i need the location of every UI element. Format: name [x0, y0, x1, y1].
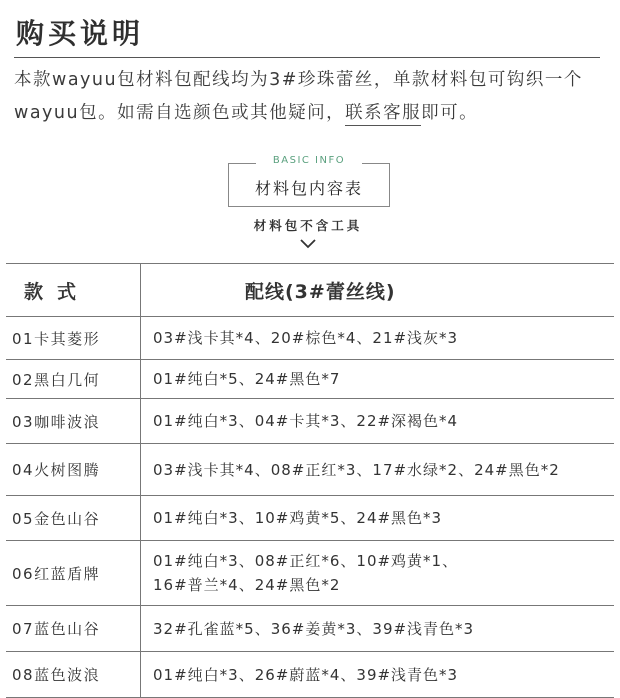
table-row — [6, 444, 614, 496]
header-style: 款式 — [6, 264, 141, 317]
table-row — [6, 317, 614, 360]
thread-cell: 01#纯白*5、24#黑色*7 — [141, 360, 615, 399]
thread-cell: 32#孔雀蓝*5、36#姜黄*3、39#浅青色*3 — [141, 606, 615, 652]
tools-not-included-note: 材料包不含工具 — [253, 218, 363, 233]
intro-text: 本款wayuu包材料包配线均为3#珍珠蕾丝，单款材料包可钩织一个wayuu包。如需自选颜色或其他疑问， — [14, 70, 583, 123]
table-row — [6, 541, 614, 606]
thread-cell: 03#浅卡其*4、20#棕色*4、21#浅灰*3 — [141, 317, 615, 360]
table-row — [6, 360, 614, 399]
table-row — [6, 496, 614, 541]
thread-cell: 03#浅卡其*4、08#正红*3、17#水绿*2、24#黑色*2 — [141, 444, 615, 496]
intro-text-tail: 即可。 — [421, 103, 479, 123]
table-row — [6, 606, 614, 652]
thread-cell — [141, 541, 615, 606]
header-thread: 配线(3#蕾丝线) — [141, 264, 615, 317]
style-cell: 08蓝色波浪 — [6, 652, 141, 698]
materials-table — [6, 263, 614, 698]
contents-table-label: 材料包内容表 — [254, 179, 363, 198]
style-cell: 05金色山谷 — [6, 496, 141, 541]
table-header-row — [6, 264, 614, 317]
style-cell: 07蓝色山谷 — [6, 606, 141, 652]
title-divider — [14, 57, 600, 58]
style-cell: 02黑白几何 — [6, 360, 141, 399]
basic-info-box — [228, 155, 390, 207]
thread-cell: 01#纯白*3、10#鸡黄*5、24#黑色*3 — [141, 496, 615, 541]
style-cell: 06红蓝盾牌 — [6, 541, 141, 606]
style-cell: 01卡其菱形 — [6, 317, 141, 360]
chevron-down-icon — [299, 238, 317, 250]
table-row — [6, 399, 614, 444]
thread-cell: 01#纯白*3、26#蔚蓝*4、39#浅青色*3 — [141, 652, 615, 698]
basic-info-label: BASIC INFO — [272, 155, 346, 166]
style-cell: 03咖啡波浪 — [6, 399, 141, 444]
intro-paragraph — [14, 64, 614, 130]
page-title: 购买说明 — [16, 17, 145, 50]
thread-cell: 01#纯白*3、04#卡其*3、22#深褐色*4 — [141, 399, 615, 444]
thread-line: 01#纯白*3、08#正红*6、10#鸡黄*1、 — [153, 552, 459, 570]
contact-service-link[interactable]: 联系客服 — [345, 103, 421, 126]
table-row — [6, 652, 614, 698]
thread-line: 16#普兰*4、24#黑色*2 — [153, 576, 341, 594]
style-cell: 04火树图腾 — [6, 444, 141, 496]
